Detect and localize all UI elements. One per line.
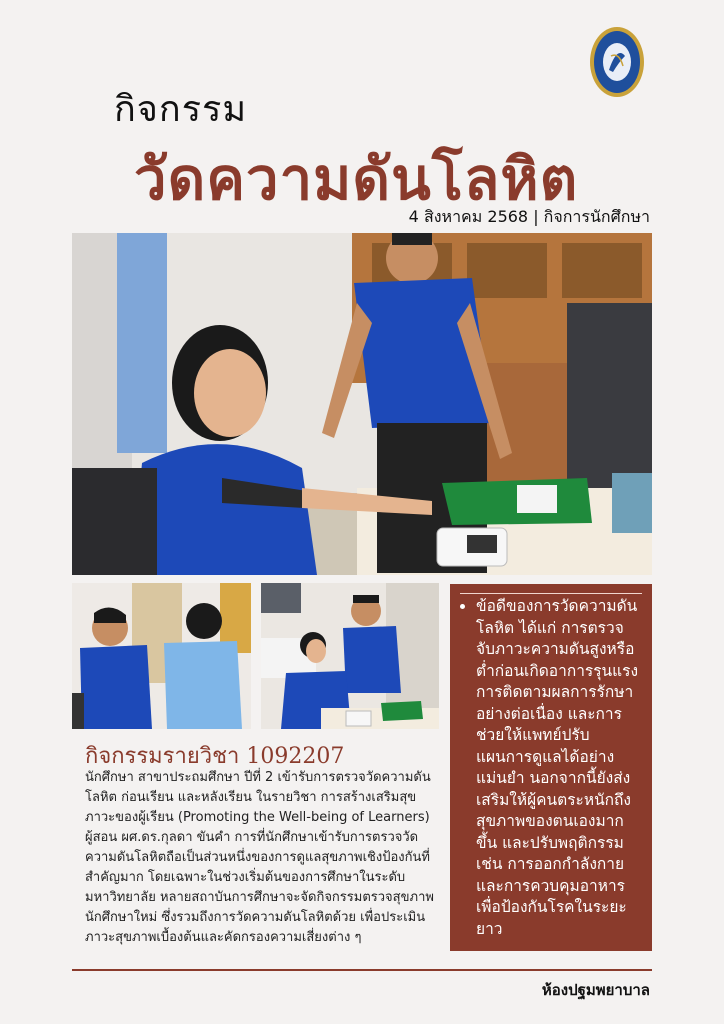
course-title: กิจกรรมรายวิชา 1092207 [85,744,345,769]
main-photo-blood-pressure [72,233,652,575]
benefits-info-box [450,584,652,951]
small-photo-measuring-seated [261,583,439,729]
university-seal-logo [589,26,645,98]
small-photo-measuring-standing [72,583,251,729]
footer-rule [72,969,652,971]
title-main: วัดความดันโลหิต [134,145,579,213]
article-paragraph: นักศึกษา สาขาประถมศึกษา ปีที่ 2 เข้ารับการตรวจวัดความดันโลหิต ก่อนเรียน และหลังเรียน ในรายวิชา การสร้างเสริมสุขภาวะของผู้เรียน (Promoting the Well-being of Learners) ผู้สอน ผศ.ดร.กุลดา ขันคำ การที่นักศึกษาเข้ารับการตรวจวัดความดันโลหิตถือเป็นส่วนหนึ่งของการดูแลสุขภาพเชิงป้องกันที่สำคัญมาก โดยเฉพาะในช่วงเริ่มต้นของการศึกษาในระดับมหาวิทยาลัย หลายสถาบันการศึกษาจะจัดกิจกรรมตรวจสุขภาพนักศึกษาใหม่ ซึ่งรวมถึงการวัดความดันโลหิตด้วย เพื่อประเมินภาวะสุขภาพเบื้องต้นและคัดกรองความเสี่ยงต่าง ๆ [85,770,434,945]
box-top-rule [460,593,642,594]
title-small: กิจกรรม [114,89,248,130]
benefits-list [460,596,642,940]
date-department-line: 4 สิงหาคม 2568 | กิจการนักศึกษา [408,207,650,226]
footer-department: ห้องปฐมพยาบาล [541,981,650,999]
benefits-text: • ข้อดีของการวัดความดันโลหิต ได้แก่ การตรวจจับภาวะความดันสูงหรือต่ำก่อนเกิดอาการรุนแรง การติดตามผลการรักษาอย่างต่อเนื่อง และการช่วยให้แพทย์ปรับแผนการดูแลได้อย่างแม่นยำ นอกจากนี้ยังส่งเสริมให้ผู้คนตระหนักถึงสุขภาพของตนเองมากขึ้น และปรับพฤติกรรม เช่น การออกกำลังกายและการควบคุมอาหาร เพื่อป้องกันโรคในระยะยาว [476,596,642,940]
